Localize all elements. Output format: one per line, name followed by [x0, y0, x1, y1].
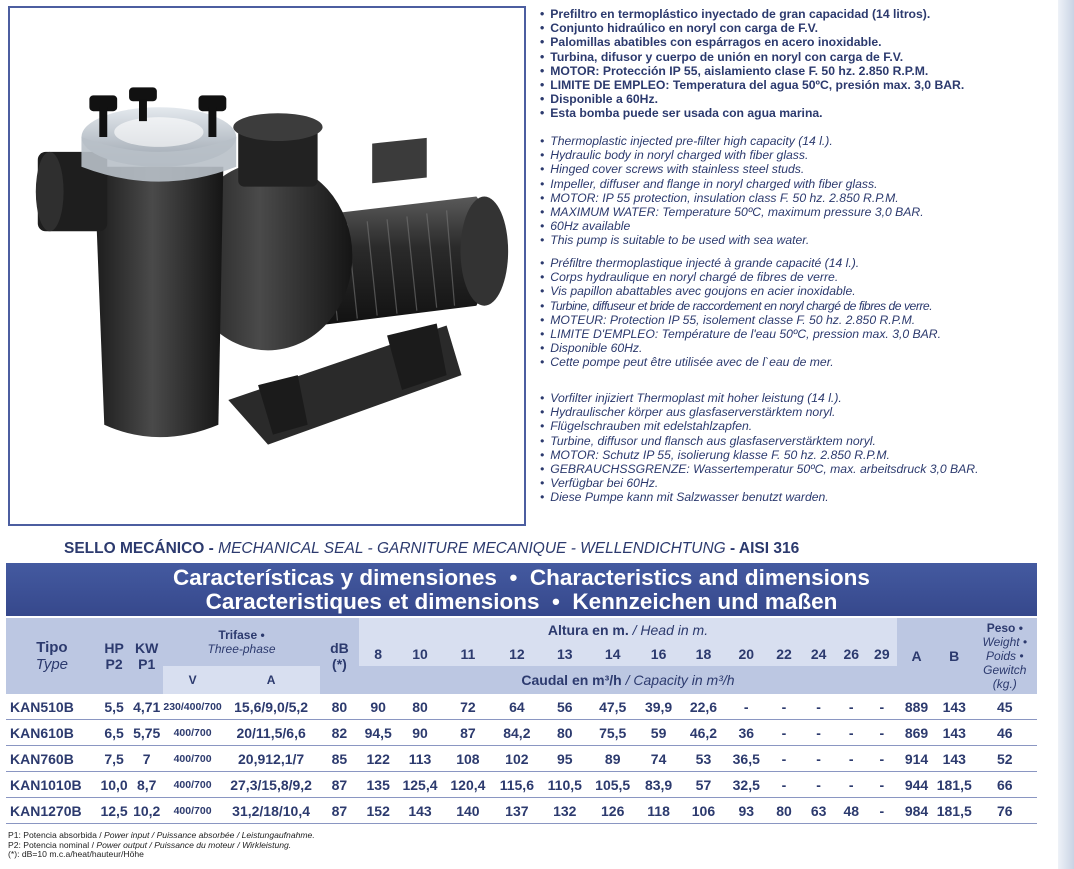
head-value: 14 [589, 642, 636, 666]
col-dim-a [897, 618, 936, 694]
cell-tipo: KAN510B [6, 694, 98, 720]
head-value: 10 [398, 642, 443, 666]
desc-en-item: • 60Hz available [540, 219, 1055, 233]
cell-flow: 84,2 [493, 720, 540, 746]
cell-dim-b: 143 [936, 746, 973, 772]
header-line-1: Características y dimensiones • Characteristics and dimensions [173, 565, 870, 590]
db-note: (*) [332, 656, 347, 672]
desc-fr-item: • Corps hydraulique en noryl chargé de fibres de verre. [540, 270, 1055, 284]
head-value: 24 [801, 642, 836, 666]
cell-flow: 56 [540, 694, 589, 720]
capacity-label: / Capacity in m³/h [625, 672, 735, 688]
cell-flow: 75,5 [589, 720, 636, 746]
col-tipo [6, 618, 98, 694]
cell-flow: 80 [540, 720, 589, 746]
cell-flow: 115,6 [493, 772, 540, 798]
cell-dim-a: 944 [897, 772, 936, 798]
desc-de-item: • Hydraulischer körper aus glasfaserverstärktem noryl. [540, 405, 1055, 419]
cell-flow: 53 [681, 746, 726, 772]
cell-flow: 125,4 [398, 772, 443, 798]
cell-weight: 66 [973, 772, 1037, 798]
head-header [359, 618, 897, 642]
desc-de-item: • Verfügbar bei 60Hz. [540, 476, 1055, 490]
desc-fr-item: • Vis papillon abattables avec goujons en acier inoxidable. [540, 284, 1055, 298]
cell-weight: 76 [973, 798, 1037, 824]
footnote-p1-translations: Power input / Puissance absorbée / Leistungaufnahme. [104, 830, 315, 840]
seal-separator: - [725, 540, 739, 557]
p1-label: P1 [138, 656, 156, 672]
cell-flow: - [867, 694, 898, 720]
seal-translations: MECHANICAL SEAL - GARNITURE MECANIQUE - WELLENDICHTUNG [218, 540, 726, 557]
seal-separator: - [204, 540, 219, 557]
pump-photo [8, 6, 526, 526]
cell-flow: 47,5 [589, 694, 636, 720]
cell-hp: 5,5 [98, 694, 131, 720]
mechanical-seal-line [64, 540, 799, 558]
desc-fr-item: • Cette pompe peut être utilisée avec de l`eau de mer. [540, 355, 1055, 369]
cell-flow: 126 [589, 798, 636, 824]
cell-flow: 48 [836, 798, 867, 824]
cell-dim-b: 181,5 [936, 798, 973, 824]
cell-db: 87 [320, 798, 359, 824]
dim-a-label: A [911, 648, 922, 664]
cell-hp: 6,5 [98, 720, 131, 746]
cell-flow: - [867, 746, 898, 772]
cell-flow: 74 [636, 746, 681, 772]
table-body [6, 694, 1037, 824]
cell-hp: 7,5 [98, 746, 131, 772]
footnote-db: (*): dB=10 m.c.a/heat/hauteur/Höhe [8, 849, 144, 860]
desc-de-item: • GEBRAUCHSSGRENZE: Wassertemperatur 50ºC, max. arbeitsdruck 3,0 BAR. [540, 462, 1055, 476]
head-value: 12 [493, 642, 540, 666]
cell-flow: 89 [589, 746, 636, 772]
desc-fr-item: • Turbine, diffuseur et bride de raccordement en noryl chargé de fibres de verre. [540, 299, 1055, 313]
col-dim-b [936, 618, 973, 694]
desc-en-item: • Hydraulic body in noryl charged with fiber glass. [540, 148, 1055, 162]
cell-flow: 118 [636, 798, 681, 824]
cell-tipo: KAN610B [6, 720, 98, 746]
cell-flow: 87 [442, 720, 493, 746]
cell-flow: 80 [398, 694, 443, 720]
peso-label: Peso • [986, 621, 1023, 635]
desc-en-item: • MOTOR: IP 55 protection, insulation class F. 50 hz. 2.850 R.P.M. [540, 191, 1055, 205]
cell-kw: 4,71 [130, 694, 163, 720]
cell-amperage: 20,912,1/7 [222, 746, 320, 772]
cell-flow: - [767, 720, 802, 746]
cell-flow: 90 [359, 694, 398, 720]
head-value: 29 [867, 642, 898, 666]
desc-fr-item: • Préfiltre thermoplastique injecté à grande capacité (14 l.). [540, 256, 1055, 270]
cell-flow: 140 [442, 798, 493, 824]
cell-dim-a: 914 [897, 746, 936, 772]
cell-flow: 113 [398, 746, 443, 772]
col-kw [130, 618, 163, 694]
cell-flow: 22,6 [681, 694, 726, 720]
poids-label: Poids • [986, 649, 1024, 663]
description-english [540, 134, 1055, 248]
altura-label: Altura en m. [547, 622, 629, 638]
desc-es-item: • Conjunto hidraúlico en noryl con carga de F.V. [540, 21, 1055, 35]
cell-flow: - [867, 798, 898, 824]
cell-flow: 120,4 [442, 772, 493, 798]
capacity-header [359, 666, 897, 694]
cell-db: 85 [320, 746, 359, 772]
cell-flow: 108 [442, 746, 493, 772]
cell-tipo: KAN1270B [6, 798, 98, 824]
footnote-p1-label: P1: Potencia absorbida / [8, 830, 105, 840]
cell-flow: 95 [540, 746, 589, 772]
cell-flow: - [801, 772, 836, 798]
cell-db: 87 [320, 772, 359, 798]
cell-kw: 8,7 [130, 772, 163, 798]
cell-voltage: 400/700 [163, 798, 222, 824]
characteristics-header [6, 563, 1037, 616]
characteristics-table [6, 618, 1037, 824]
table-row [6, 720, 1037, 746]
cell-flow: 80 [767, 798, 802, 824]
table-row [6, 798, 1037, 824]
cell-flow: - [836, 694, 867, 720]
footnotes [8, 831, 315, 860]
desc-de-item: • Diese Pumpe kann mit Salzwasser benutzt warden. [540, 490, 1055, 504]
desc-en-item: • This pump is suitable to be used with sea water. [540, 233, 1055, 247]
cell-hp: 12,5 [98, 798, 131, 824]
cell-flow: - [767, 694, 802, 720]
cell-flow: 90 [398, 720, 443, 746]
cell-flow: 36,5 [726, 746, 767, 772]
weight-label: Weight • [982, 635, 1028, 649]
desc-en-item: • Hinged cover screws with stainless steel studs. [540, 162, 1055, 176]
desc-fr-item: • Disponible 60Hz. [540, 341, 1055, 355]
desc-de-item: • Vorfilter injiziert Thermoplast mit hoher leistung (14 l.). [540, 391, 1055, 405]
cell-kw: 10,2 [130, 798, 163, 824]
cell-flow: 72 [442, 694, 493, 720]
col-weight [973, 618, 1037, 694]
cell-kw: 5,75 [130, 720, 163, 746]
three-phase-label: Three-phase [207, 642, 276, 656]
cell-dim-a: 984 [897, 798, 936, 824]
cell-flow: 36 [726, 720, 767, 746]
cell-flow: 94,5 [359, 720, 398, 746]
page-edge-stripe [1058, 0, 1074, 869]
cell-tipo: KAN1010B [6, 772, 98, 798]
kg-label: (kg.) [992, 677, 1017, 691]
pump-illustration [10, 8, 524, 524]
col-hp [98, 618, 131, 694]
desc-de-item: • MOTOR: Schutz IP 55, isolierung klasse F. 50 hz. 2.850 R.P.M. [540, 448, 1055, 462]
desc-de-item: • Flügelschrauben mit edelstahlzapfen. [540, 419, 1055, 433]
desc-de-item: • Turbine, diffusor und flansch aus glasfaserverstärktem noryl. [540, 434, 1055, 448]
desc-es-item: • LIMITE DE EMPLEO: Temperatura del agua 50ºC, presión max. 3,0 BAR. [540, 78, 1055, 92]
desc-fr-item: • MOTEUR: Protection IP 55, isolement classe F. 50 hz. 2.850 R.P.M. [540, 313, 1055, 327]
cell-hp: 10,0 [98, 772, 131, 798]
trifase-label: Trifase • [218, 628, 265, 642]
p2-label: P2 [105, 656, 123, 672]
cell-flow: 59 [636, 720, 681, 746]
cell-flow: 83,9 [636, 772, 681, 798]
cell-dim-a: 889 [897, 694, 936, 720]
cell-flow: - [801, 746, 836, 772]
cell-amperage: 15,6/9,0/5,2 [222, 694, 320, 720]
hp-label: HP [104, 640, 124, 656]
table-row [6, 772, 1037, 798]
desc-es-item: • Prefiltro en termoplástico inyectado de gran capacidad (14 litros). [540, 7, 1055, 21]
caudal-label: Caudal en m³/h [521, 672, 622, 688]
cell-flow: 132 [540, 798, 589, 824]
cell-voltage: 400/700 [163, 720, 222, 746]
desc-es-item: • MOTOR: Protección IP 55, aislamiento clase F. 50 hz. 2.850 R.P.M. [540, 64, 1055, 78]
head-value: 18 [681, 642, 726, 666]
kw-label: KW [135, 640, 159, 656]
cell-flow: 102 [493, 746, 540, 772]
cell-flow: - [801, 694, 836, 720]
cell-flow: 63 [801, 798, 836, 824]
header-line-2: Caracteristiques et dimensions • Kennzeichen und maßen [205, 589, 838, 614]
cell-flow: 46,2 [681, 720, 726, 746]
cell-flow: 57 [681, 772, 726, 798]
seal-material: AISI 316 [738, 540, 800, 557]
head-value: 8 [359, 642, 398, 666]
gewitch-label: Gewitch [983, 663, 1027, 677]
cell-db: 80 [320, 694, 359, 720]
cell-flow: - [836, 746, 867, 772]
head-value: 20 [726, 642, 767, 666]
cell-flow: 105,5 [589, 772, 636, 798]
cell-flow: 64 [493, 694, 540, 720]
cell-weight: 46 [973, 720, 1037, 746]
desc-fr-item: • LIMITE D'EMPLEO: Température de l'eau 50ºC, pression max. 3,0 BAR. [540, 327, 1055, 341]
description-french [540, 256, 1055, 370]
cell-flow: - [767, 772, 802, 798]
volt-label: V [163, 666, 222, 694]
table-row [6, 746, 1037, 772]
cell-kw: 7 [130, 746, 163, 772]
cell-dim-b: 143 [936, 720, 973, 746]
desc-en-item: • Thermoplastic injected pre-filter high capacity (14 l.). [540, 134, 1055, 148]
cell-flow: - [867, 772, 898, 798]
desc-es-item: • Disponible a 60Hz. [540, 92, 1055, 106]
cell-dim-b: 143 [936, 694, 973, 720]
description-german [540, 391, 1055, 505]
cell-amperage: 27,3/15,8/9,2 [222, 772, 320, 798]
cell-flow: - [867, 720, 898, 746]
cell-flow: 152 [359, 798, 398, 824]
head-value: 13 [540, 642, 589, 666]
col-db [320, 618, 359, 694]
col-trifase [163, 618, 320, 666]
cell-weight: 52 [973, 746, 1037, 772]
footnote-p2-translations: Power output / Puissance du moteur / Wirkleistung. [96, 839, 292, 850]
cell-flow: - [836, 720, 867, 746]
desc-es-item: • Palomillas abatibles con espárragos en acero inoxidable. [540, 35, 1055, 49]
cell-flow: 39,9 [636, 694, 681, 720]
head-value: 16 [636, 642, 681, 666]
table-row [6, 694, 1037, 720]
cell-flow: - [767, 746, 802, 772]
head-label: / Head in m. [632, 622, 709, 638]
cell-amperage: 31,2/18/10,4 [222, 798, 320, 824]
cell-flow: 32,5 [726, 772, 767, 798]
tipo-label: Tipo [36, 639, 68, 656]
cell-flow: 122 [359, 746, 398, 772]
cell-weight: 45 [973, 694, 1037, 720]
desc-en-item: • MAXIMUM WATER: Temperature 50ºC, maximum pressure 3,0 BAR. [540, 205, 1055, 219]
desc-en-item: • Impeller, diffuser and flange in noryl charged with fiber glass. [540, 177, 1055, 191]
cell-flow: - [726, 694, 767, 720]
cell-flow: 137 [493, 798, 540, 824]
cell-dim-a: 869 [897, 720, 936, 746]
seal-spanish: SELLO MECÁNICO [64, 540, 205, 557]
cell-amperage: 20/11,5/6,6 [222, 720, 320, 746]
cell-voltage: 400/700 [163, 746, 222, 772]
cell-dim-b: 181,5 [936, 772, 973, 798]
head-value: 11 [442, 642, 493, 666]
head-value: 26 [836, 642, 867, 666]
desc-es-item: • Turbina, difusor y cuerpo de unión en noryl con carga de F.V. [540, 50, 1055, 64]
cell-flow: 143 [398, 798, 443, 824]
dim-b-label: B [949, 648, 960, 664]
cell-db: 82 [320, 720, 359, 746]
cell-flow: - [836, 772, 867, 798]
type-label: Type [35, 656, 68, 673]
head-value: 22 [767, 642, 802, 666]
cell-flow: - [801, 720, 836, 746]
cell-voltage: 400/700 [163, 772, 222, 798]
desc-es-item: • Esta bomba puede ser usada con agua marina. [540, 106, 1055, 120]
cell-flow: 93 [726, 798, 767, 824]
description-spanish [540, 7, 1055, 121]
amp-label: A [222, 666, 320, 694]
footnote-p2-label: P2: Potencia nominal / [8, 839, 97, 850]
cell-flow: 106 [681, 798, 726, 824]
cell-flow: 110,5 [540, 772, 589, 798]
db-label: dB [330, 640, 349, 656]
cell-flow: 135 [359, 772, 398, 798]
cell-tipo: KAN760B [6, 746, 98, 772]
cell-voltage: 230/400/700 [163, 694, 222, 720]
